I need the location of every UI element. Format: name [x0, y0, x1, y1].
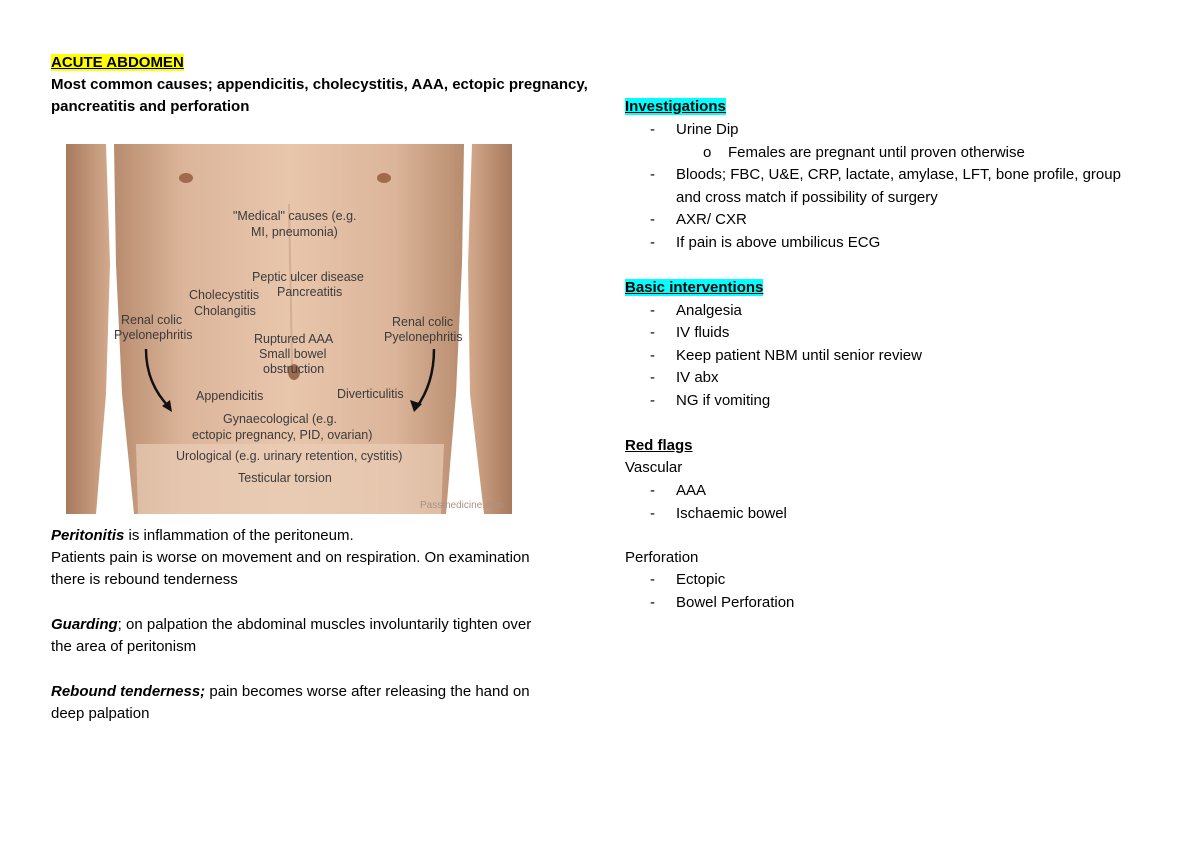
label-renal-right-2: Pyelonephritis: [384, 330, 463, 344]
peritonitis-line: [51, 525, 354, 547]
dash: -: [650, 482, 655, 499]
sub-bullet: o: [703, 144, 712, 161]
label-gynae-2: ectopic pregnancy, PID, ovarian): [192, 428, 373, 442]
dash: -: [650, 121, 655, 138]
investigation-item: If pain is above umbilicus ECG: [676, 234, 881, 251]
redflags-title: Red flags: [625, 437, 693, 454]
label-pancreatitis: Pancreatitis: [277, 285, 343, 299]
investigation-item: Bloods; FBC, U&E, CRP, lactate, amylase, LFT, bone profile, group: [676, 166, 1121, 183]
label-medical-1: "Medical" causes (e.g.: [233, 209, 357, 223]
peritonitis-term: Peritonitis: [51, 527, 125, 544]
interventions-title: Basic interventions: [625, 279, 764, 296]
watermark: Passmedicine.com: [420, 500, 504, 511]
rebound-line-2: deep palpation: [51, 705, 150, 722]
abdomen-diagram-image: [66, 144, 512, 514]
dash: -: [650, 324, 655, 341]
peritonitis-def: is inflammation of the peritoneum.: [124, 527, 354, 544]
vascular-label: Vascular: [625, 459, 683, 476]
pain-line-1: Patients pain is worse on movement and on respiration. On examination: [51, 549, 530, 566]
dash: -: [650, 234, 655, 251]
perforation-label: Perforation: [625, 549, 699, 566]
perforation-item: Ectopic: [676, 571, 726, 588]
label-sbo-1: Small bowel: [259, 347, 327, 361]
intervention-item: NG if vomiting: [676, 392, 771, 409]
rebound-term: Rebound tenderness;: [51, 683, 206, 700]
intervention-item: IV abx: [676, 369, 719, 386]
dash: -: [650, 302, 655, 319]
dash: -: [650, 392, 655, 409]
label-cholecystitis: Cholecystitis: [189, 288, 260, 302]
investigations-heading: [625, 96, 726, 118]
page-title: [51, 52, 184, 74]
guarding-term: Guarding: [51, 616, 118, 633]
vascular-item: Ischaemic bowel: [676, 505, 787, 522]
label-urological: Urological (e.g. urinary retention, cystitis): [176, 449, 403, 463]
label-appendicitis: Appendicitis: [196, 389, 264, 403]
rebound-line-1: [51, 681, 530, 703]
dash: -: [650, 166, 655, 183]
label-renal-left-1: Renal colic: [121, 313, 183, 327]
redflags-heading: [625, 435, 693, 457]
dash: -: [650, 594, 655, 611]
investigation-item-cont: and cross match if possibility of surgery: [676, 189, 938, 206]
label-peptic: Peptic ulcer disease: [252, 270, 364, 284]
title-text: ACUTE ABDOMEN: [51, 54, 184, 71]
label-gynae-1: Gynaecological (e.g.: [223, 412, 337, 426]
guarding-line-2: the area of peritonism: [51, 638, 197, 655]
intervention-item: Analgesia: [676, 302, 742, 319]
intro-line-2: pancreatitis and perforation: [51, 98, 250, 115]
rebound-def: pain becomes worse after releasing the hand on: [205, 683, 530, 700]
dash: -: [650, 369, 655, 386]
dash: -: [650, 505, 655, 522]
investigations-title: Investigations: [625, 98, 726, 115]
perforation-item: Bowel Perforation: [676, 594, 795, 611]
label-cholangitis: Cholangitis: [194, 304, 256, 318]
label-renal-right-1: Renal colic: [392, 315, 454, 329]
label-diverticulitis: Diverticulitis: [337, 387, 404, 401]
label-aaa: Ruptured AAA: [254, 332, 334, 346]
dash: -: [650, 211, 655, 228]
label-medical-2: MI, pneumonia): [251, 225, 338, 239]
guarding-def: ; on palpation the abdominal muscles involuntarily tighten over: [117, 616, 532, 633]
investigation-item: AXR/ CXR: [676, 211, 747, 228]
interventions-heading: [625, 277, 763, 299]
vascular-item: AAA: [676, 482, 707, 499]
intervention-item: Keep patient NBM until senior review: [676, 347, 922, 364]
investigation-subitem: Females are pregnant until proven otherwise: [728, 144, 1025, 161]
intervention-item: IV fluids: [676, 324, 730, 341]
investigation-item: Urine Dip: [676, 121, 739, 138]
dash: -: [650, 347, 655, 364]
label-testicular: Testicular torsion: [238, 471, 332, 485]
dash: -: [650, 571, 655, 588]
label-sbo-2: obstruction: [263, 362, 325, 376]
guarding-line-1: [51, 614, 531, 636]
pain-line-2: there is rebound tenderness: [51, 571, 238, 588]
intro-line-1: Most common causes; appendicitis, cholecystitis, AAA, ectopic pregnancy,: [51, 76, 588, 93]
label-renal-left-2: Pyelonephritis: [114, 328, 193, 342]
